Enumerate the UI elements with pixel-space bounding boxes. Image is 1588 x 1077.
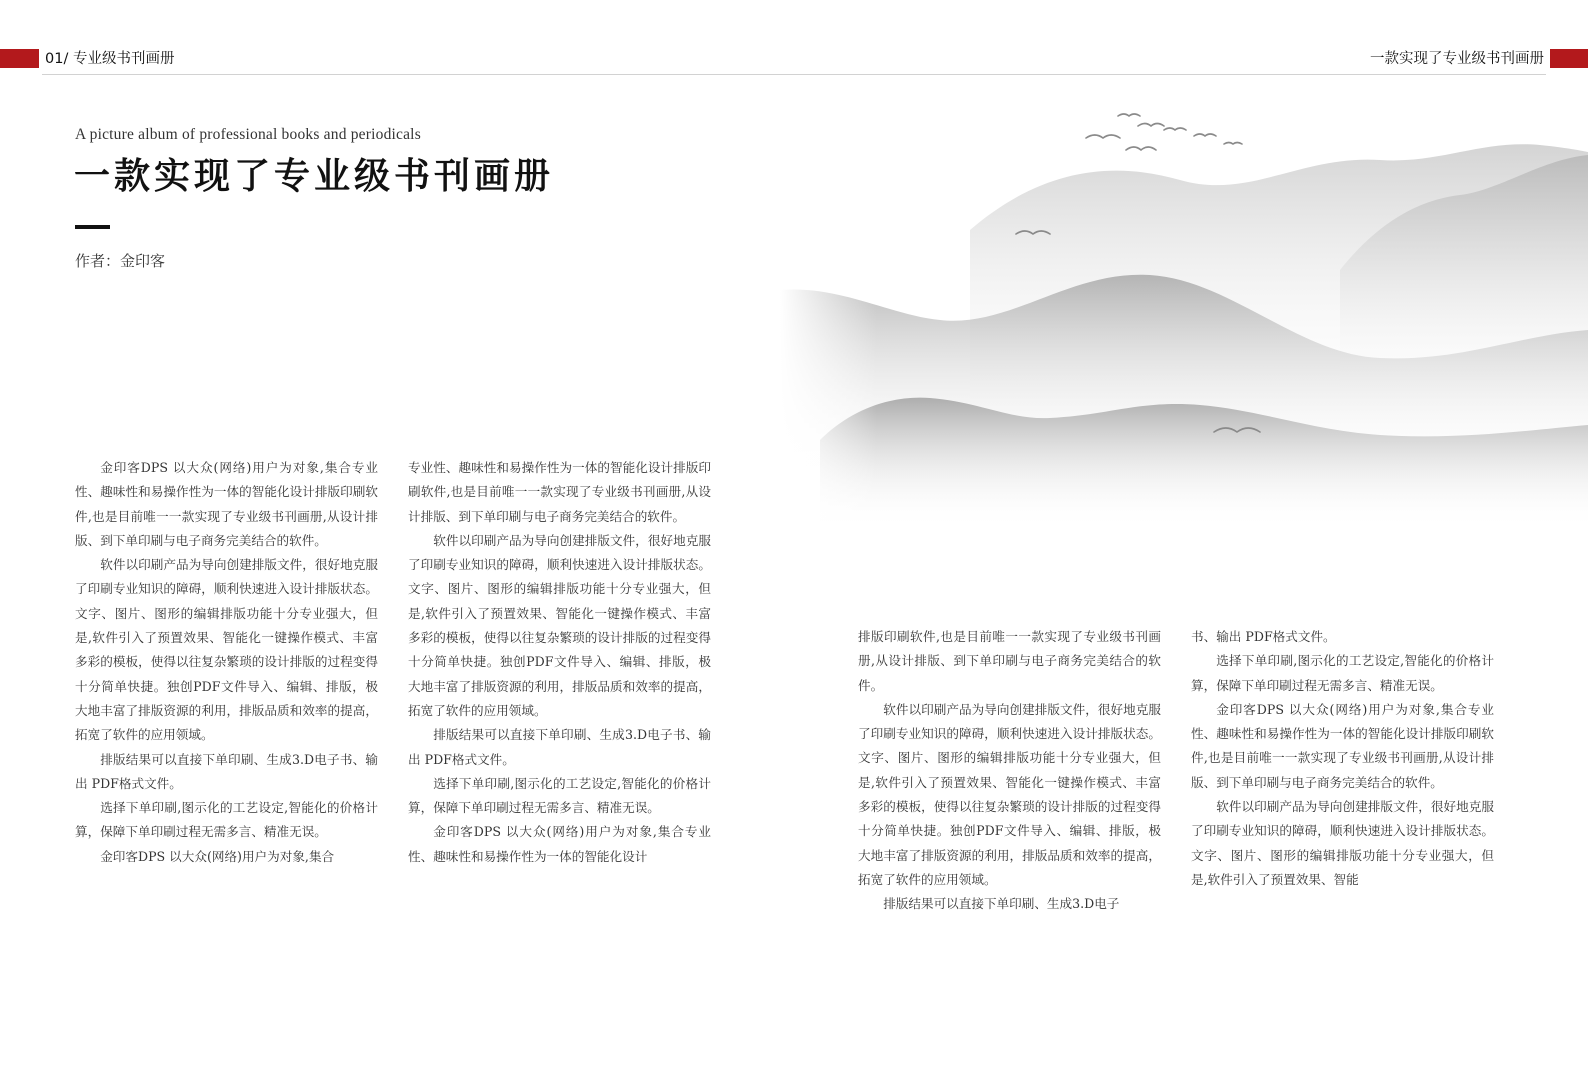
paragraph: 软件以印刷产品为导向创建排版文件，很好地克服了印刷专业知识的障碍，顺利快速进入设计排版状态。文字、图片、图形的编辑排版功能十分专业强大，但是,软件引入了预置效果、智能化一键操作模式、丰富多彩的模板，使得以往复杂繁琐的设计排版的过程变得十分简单快捷。独创PDF文件导入、编辑、排版，极大地丰富了排版资源的利用，排版品质和效率的提高，拓宽了软件的应用领域。 — [858, 701, 1161, 887]
paragraph: 金印客DPS 以大众(网络)用户为对象,集合 — [100, 848, 335, 864]
article-author: 作者：金印客 — [75, 252, 166, 270]
body-column-2 — [408, 456, 711, 869]
header-rule — [42, 74, 1546, 75]
paragraph: 排版结果可以直接下单印刷、生成3.D电子书、输出 PDF格式文件。 — [408, 727, 711, 767]
paragraph: 选择下单印刷,图示化的工艺设定,智能化的价格计算，保障下单印刷过程无需多言、精准无误。 — [1191, 653, 1494, 693]
paragraph: 软件以印刷产品为导向创建排版文件，很好地克服了印刷专业知识的障碍，顺利快速进入设计排版状态。文字、图片、图形的编辑排版功能十分专业强大，但是,软件引入了预置效果、智能化一键操作模式、丰富多彩的模板，使得以往复杂繁琐的设计排版的过程变得十分简单快捷。独创PDF文件导入、编辑、排版，极大地丰富了排版资源的利用，排版品质和效率的提高，拓宽了软件的应用领域。 — [408, 532, 711, 718]
left-fade — [780, 100, 1588, 530]
paragraph: 排版印刷软件,也是目前唯一一款实现了专业级书刊画册,从设计排版、到下单印刷与电子商务完美结合的软件。 — [858, 629, 1161, 693]
paragraph: 金印客DPS 以大众(网络)用户为对象,集合专业性、趣味性和易操作性为一体的智能化设计 — [408, 824, 711, 864]
paragraph: 排版结果可以直接下单印刷、生成3.D电子 — [883, 896, 1120, 912]
header-accent-right — [1550, 49, 1588, 68]
header-accent-left — [0, 49, 39, 68]
body-column-3 — [858, 625, 1161, 917]
paragraph: 软件以印刷产品为导向创建排版文件，很好地克服了印刷专业知识的障碍，顺利快速进入设计排版状态。文字、图片、图形的编辑排版功能十分专业强大，但是,软件引入了预置效果、智能化一键操作模式、丰富多彩的模板，使得以往复杂繁琐的设计排版的过程变得十分简单快捷。独创PDF文件导入、编辑、排版，极大地丰富了排版资源的利用，排版品质和效率的提高，拓宽了软件的应用领域。 — [75, 557, 378, 743]
paragraph: 软件以印刷产品为导向创建排版文件，很好地克服了印刷专业知识的障碍，顺利快速进入设计排版状态。文字、图片、图形的编辑排版功能十分专业强大，但是,软件引入了预置效果、智能 — [1191, 799, 1494, 887]
paragraph: 金印客DPS 以大众(网络)用户为对象,集合专业性、趣味性和易操作性为一体的智能化设计排版印刷软件,也是目前唯一一款实现了专业级书刊画册,从设计排版、到下单印刷与电子商务完美结合的软件。 — [1191, 701, 1494, 790]
body-column-1 — [75, 456, 378, 869]
article-subtitle: A picture album of professional books and periodicals — [75, 126, 421, 143]
paragraph: 书、输出 PDF格式文件。 — [1191, 629, 1336, 644]
paragraph: 选择下单印刷,图示化的工艺设定,智能化的价格计算，保障下单印刷过程无需多言、精准无误。 — [408, 775, 711, 816]
paragraph: 专业性、趣味性和易操作性为一体的智能化设计排版印刷软件,也是目前唯一一款实现了专业级书刊画册,从设计排版、到下单印刷与电子商务完美结合的软件。 — [408, 460, 711, 524]
paragraph: 金印客DPS 以大众(网络)用户为对象,集合专业性、趣味性和易操作性为一体的智能化设计排版印刷软件,也是目前唯一一款实现了专业级书刊画册,从设计排版、到下单印刷与电子商务完美结合的软件。 — [75, 460, 378, 548]
title-underline — [75, 225, 110, 229]
article-title: 一款实现了专业级书刊画册 — [74, 155, 555, 197]
running-header-right: 一款实现了专业级书刊画册 — [1370, 51, 1544, 67]
ink-mountain-landscape — [780, 100, 1588, 530]
running-header-left: 01/ 专业级书刊画册 — [45, 51, 175, 67]
body-column-4 — [1191, 625, 1494, 892]
paragraph: 选择下单印刷,图示化的工艺设定,智能化的价格计算，保障下单印刷过程无需多言、精准无误。 — [75, 800, 378, 840]
paragraph: 排版结果可以直接下单印刷、生成3.D电子书、输出 PDF格式文件。 — [75, 751, 378, 791]
